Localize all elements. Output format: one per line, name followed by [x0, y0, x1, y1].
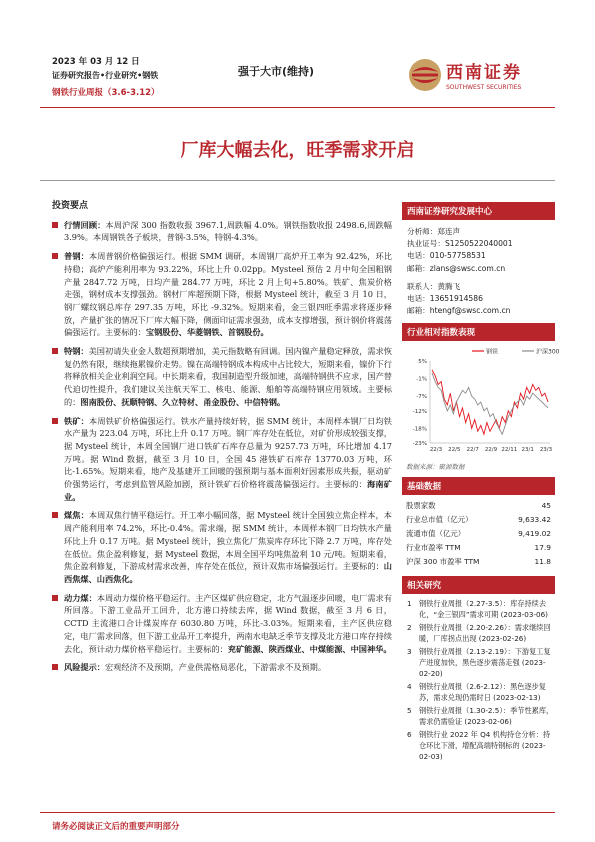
- table-row: [402, 498, 555, 512]
- analyst-line: 电话：010-57758531: [407, 251, 486, 261]
- related-text: 钢铁行业 2022 年 Q4 机构持仓分析：持仓环比下滑，增配高端特钢标的 (2023-02-03): [419, 730, 551, 762]
- key-point-item: [52, 219, 392, 244]
- key-point-text: 本周双焦行情平稳运行。开工率小幅回落，据 Mysteel 统计全国独立焦企样本，本周产能利用率 74.2%，环比-0.4%。需求端，据 SMM 统计，本周样本钢厂日均铁水产量环比上升 0.17 万吨。据 Mysteel 统计，独立焦化厂焦炭库存环比下降 2.7 万吨，库存处在低位。焦企盈利修复，据 Mysteel 数据，本周全国平均吨焦盈利 10 元/吨。短期来看，焦企盈利修复，下游成材需求改善，库存处在低位，预计双焦市场偏强运行。主要标的：: [64, 510, 392, 572]
- analyst-line: 邮箱：htengf@swsc.com.cn: [407, 306, 511, 316]
- logo-cn: 西南证券: [446, 63, 522, 83]
- basic-label: 行业市盈率 TTM: [406, 542, 461, 552]
- basic-data-title: 基础数据: [402, 477, 555, 495]
- y-tick-label: 5%: [418, 359, 427, 366]
- basic-value: 9,419.02: [518, 528, 551, 538]
- analyst-line: 邮箱：zlans@swsc.com.cn: [407, 263, 506, 273]
- key-point-text: 本周铁矿价格偏强运行。铁水产量持续好转，据 SMM 统计，本周样本钢厂日均铁水产量为 223.04 万吨，环比上升 0.17 万吨。钢厂库存处在低位，对矿价形成较强支撑，据 Mysteel 统计，本周全国钢厂进口铁矿石库存总量为 9257.73 万吨，环比增加 4.17 万吨。据 Wind 数据，截至 3 月 10 日，全国 45 港铁矿石库存 13770.03 万吨，环比-1.65%。短期来看，地产及基建开工回暖的强预期与基本面利好因素形成共振，驱动矿价强势运行，考虑到监管风险加剧，预计铁矿石价格将震荡偏强运行。主要标的：: [64, 415, 392, 490]
- basic-label: 沪深 300 市盈率 TTM: [406, 556, 480, 566]
- key-point-item: [52, 592, 392, 656]
- y-tick-label: -12%: [412, 409, 427, 416]
- key-point-label: 特钢：: [64, 346, 89, 357]
- x-tick-label: 22/7: [466, 447, 479, 454]
- key-point-item: [52, 415, 392, 504]
- related-index: 1: [407, 599, 412, 609]
- section-title: 投资要点: [52, 201, 89, 211]
- x-tick-label: 22/11: [501, 447, 518, 454]
- x-tick-label: 22/9: [484, 447, 498, 454]
- related-title: 相关研究: [402, 576, 555, 594]
- key-point-label: 行情回顾：: [64, 219, 106, 230]
- related-index: 6: [407, 730, 412, 740]
- legend-label: 钢铁: [486, 348, 499, 356]
- analyst-group: [407, 226, 550, 275]
- analyst-line: 联系人：黄腾飞: [407, 281, 461, 291]
- basic-label: 股票家数: [406, 500, 436, 510]
- related-index: 5: [407, 706, 412, 716]
- basic-value: 9,633.42: [518, 514, 551, 524]
- chart-title: 行业相对指数表现: [402, 323, 555, 341]
- basic-data-table: [402, 498, 555, 568]
- key-point-targets: 山西焦煤、山西焦化。: [64, 561, 392, 584]
- related-text: 钢铁行业周报（2.20-2.26）：需求继续回暖，厂库拐点出现 (2023-02-26): [419, 623, 551, 644]
- table-row: [402, 526, 555, 540]
- x-tick-label: 23/1: [521, 447, 534, 454]
- related-item[interactable]: [407, 681, 555, 703]
- key-point-label: 普钢：: [64, 251, 89, 262]
- analyst-line: 分析师：郑连声: [407, 227, 461, 236]
- related-research-list: [402, 594, 555, 762]
- related-index: 4: [407, 682, 412, 692]
- key-point-text: 本周普钢价格偏强运行。根据 SMM 调研，本周钢厂高炉开工率为 92.42%，环比持稳；高炉产能利用率为 93.22%，环比上升 0.02pp。Mysteel 预估 2 月中旬全国粗钢产量 2847.72 万吨，日均产量 284.77 万吨，环比 2 月上旬+5.80%。铁矿、焦炭价格走强，钢材成本支撑强劲。钢材厂库超预期下降，根据 Mysteel 统计，截至 3 月 10 日，钢厂螺纹钢总库存 297.35 万吨，环比 -9.32%。短期来看，金三银四旺季需求将逐步释放，产量扩张的情况下厂库大幅下降，侧面印证需求强劲，成本支撑增强，预计钢价将震荡偏强运行。主要标的：: [64, 251, 392, 338]
- related-item[interactable]: [407, 622, 555, 644]
- related-text: 钢铁行业周报（2.27-3.5）：库存持续去化，“金三银四”需求可期 (2023-03-06): [419, 599, 548, 620]
- related-text: 钢铁行业周报（2.13-2.19）：下游复工复产进度加快，黑色逐步震荡走强 (2023-02-20): [419, 647, 551, 679]
- related-index: 2: [407, 623, 412, 633]
- related-item[interactable]: [407, 598, 555, 620]
- series-line-0: [432, 370, 548, 434]
- key-point-label: 风险提示：: [64, 662, 105, 673]
- team-title: 西南证券研究发展中心: [402, 202, 555, 220]
- basic-label: 行业总市值（亿元）: [406, 514, 473, 524]
- main-content: [52, 200, 392, 680]
- basic-value: 17.9: [534, 542, 551, 552]
- series-line-1: [432, 373, 548, 435]
- analyst-group: [407, 281, 550, 318]
- key-point-item: [52, 250, 392, 339]
- weekly-title: 钢铁行业周报（3.6-3.12）: [52, 88, 160, 98]
- relative-index-chart: [402, 343, 560, 461]
- title-divider: [40, 180, 555, 181]
- logo-en: SOUTHWEST SECURITIES: [446, 84, 522, 91]
- basic-value: 11.8: [534, 556, 551, 566]
- x-tick-label: 22/5: [448, 447, 461, 454]
- sidebar: [402, 202, 560, 764]
- table-row: [402, 540, 555, 554]
- table-row: [402, 554, 555, 568]
- key-point-label: 煤焦：: [64, 510, 89, 521]
- analyst-line: 执业证号：S1250522040001: [407, 239, 513, 249]
- page-title: 厂库大幅去化，旺季需求开启: [180, 140, 415, 161]
- key-point-label: 动力煤：: [64, 592, 97, 603]
- report-type: 证券研究报告•行业研究•钢铁: [52, 71, 159, 80]
- key-point-text: 本周动力煤价格平稳运行。主产区煤矿供应稳定，北方气温逐步回暖，电厂需求有所回落。下游工业品开工回升，北方港口持续去库，据 Wind 数据，截至 3 月 6 日，CCTD 主流港口合计煤炭库存 6030.80 万吨，环比-3.03%。短期来看，主产区供应稳定，电厂需求回落，但下游工业品开工率提升，两南水电缺乏季节支撑及北方港口库存持续去化，预计动力煤价格平稳运行。主要标的：: [64, 592, 392, 654]
- analyst-line: 电话：13651914586: [407, 294, 483, 304]
- key-point-item: [52, 661, 392, 674]
- footer-disclaimer: 请务必阅读正文后的重要声明部分: [52, 822, 180, 832]
- company-logo: [406, 56, 556, 100]
- legend-label: 沪深300: [536, 348, 560, 356]
- chart-svg: [402, 343, 560, 461]
- related-item[interactable]: [407, 729, 555, 762]
- related-text: 钢铁行业周报（2.6-2.12）：黑色逐步复苏，需求兑现仍需时日 (2023-02-13): [419, 682, 547, 703]
- basic-value: 45: [541, 500, 551, 510]
- key-point-targets: 图南股份、抚顺特钢、久立特材、甬金股份、中信特钢。: [80, 396, 286, 407]
- key-point-item: [52, 345, 392, 409]
- key-point-text: 本周沪深 300 指数收报 3967.1,周跌幅 4.0%。钢铁指数收报 2498.6,周跌幅 3.9%。本周钢铁各子板块，普钢-3.5%，特钢-4.3%。: [64, 219, 392, 243]
- report-date: 2023 年 03 月 12 日: [52, 57, 140, 67]
- footer-divider: [40, 812, 555, 813]
- key-point-label: 铁矿：: [64, 415, 90, 426]
- related-index: 3: [407, 647, 412, 657]
- rating: 强于大市(维持): [238, 65, 315, 78]
- key-point-item: [52, 509, 392, 585]
- key-point-targets: 海南矿业。: [64, 479, 392, 502]
- key-point-targets: 兖矿能源、陕西煤业、中煤能源、中国神华。: [227, 643, 392, 654]
- y-tick-label: -18%: [412, 426, 427, 433]
- key-point-targets: 宝钢股份、华菱钢铁、首钢股份。: [145, 327, 269, 338]
- y-tick-label: -1%: [416, 376, 427, 383]
- logo-emblem-icon: [408, 58, 442, 92]
- table-row: [402, 512, 555, 526]
- y-tick-label: -23%: [412, 441, 427, 448]
- chart-source: 数据来源：聚源数据: [406, 463, 465, 472]
- related-item[interactable]: [407, 705, 555, 727]
- x-tick-label: 23/3: [539, 447, 553, 454]
- analyst-info: [402, 220, 555, 317]
- header-divider: [40, 107, 555, 108]
- key-points-list: [52, 219, 392, 674]
- key-point-text: 美国初请失业金人数超预期增加，美元指数略有回调。国内镍产量稳定释放，需求恢复仍然有限，继续拖累镍价走势。镍在高端特钢成本构成中占比较大，短期来看，镍价下行将释放相关企业利润空间。中长期来看，我国制造型升级加速，高端特钢供不应求，国产替代迫切性提升，我们建议关注航天军工、核电、能源、船舶等高端特钢应用领域。主要标的：: [64, 346, 392, 407]
- basic-label: 流通市值（亿元）: [406, 528, 466, 538]
- y-tick-label: -7%: [416, 394, 427, 401]
- related-item[interactable]: [407, 646, 555, 679]
- related-text: 钢铁行业周报（1.30-2.5）：季节性累库，需求仍需验证 (2023-02-06): [419, 706, 554, 727]
- x-tick-label: 22/3: [429, 447, 443, 454]
- key-point-text: 宏观经济不及预期，产业供需格局恶化，下游需求不及预期。: [104, 662, 327, 673]
